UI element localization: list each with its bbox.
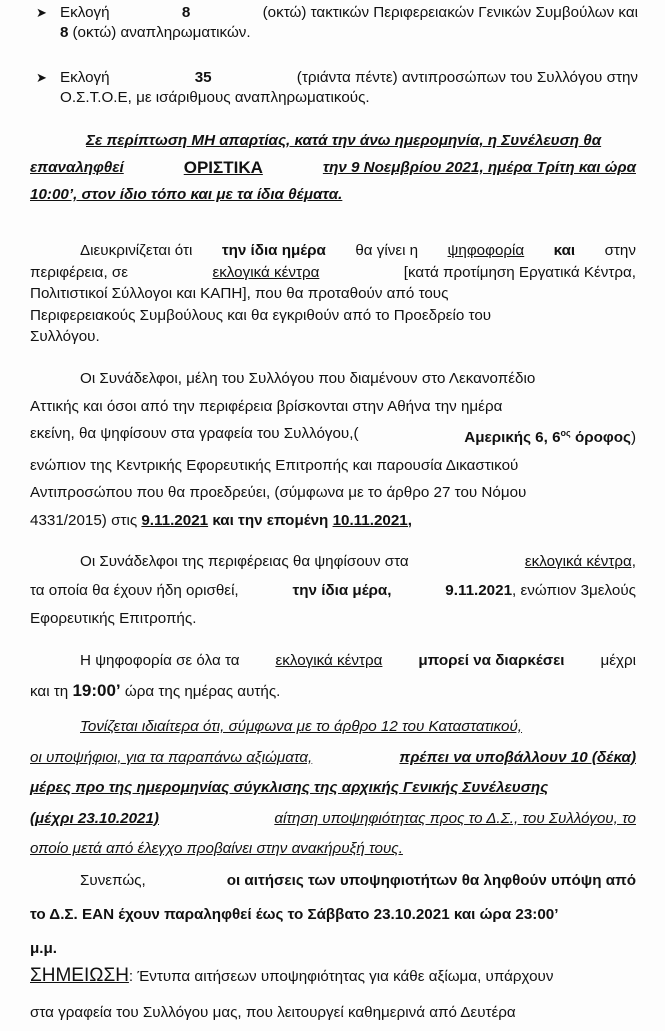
text: και την επομένη — [208, 511, 333, 529]
line — [30, 646, 636, 676]
text: 9.11.2021 — [141, 511, 209, 529]
paragraph-voting-duration — [30, 646, 636, 707]
text: Συνεπώς, — [80, 872, 146, 889]
text: την ίδια ημέρα — [221, 242, 326, 259]
line — [30, 743, 636, 774]
text: 10.11.2021, — [332, 511, 412, 529]
text: [κατά προτίμηση Εργατικά Κέντρα, — [403, 263, 636, 281]
text: ΟΡΙΣΤΙΚΑ — [183, 158, 263, 177]
paragraph-clarification — [30, 240, 636, 348]
text: επαναληφθεί — [30, 159, 124, 176]
bullet-2-line-2: Ο.Σ.Τ.Ο.Ε, με ισάριθμους αναπληρωματικούς. — [60, 89, 370, 106]
line — [30, 262, 636, 284]
text: ψηφοφορία — [447, 242, 525, 259]
text: εκείνη, θα ψηφίσουν στα γραφεία του Συλλόγου,( — [30, 425, 359, 442]
text: περιφέρεια, σε — [30, 263, 129, 281]
line: Σε περίπτωση ΜΗ απαρτίας, κατά την άνω ημερομηνία, η Συνέλευση θα — [86, 132, 602, 149]
line — [30, 676, 636, 707]
text: τα οποία θα έχουν ήδη ορισθεί, — [30, 581, 239, 599]
paragraph-repeat-notice — [30, 127, 636, 208]
bullet-1-line-2 — [60, 23, 638, 43]
text: 4331/2015) στις — [30, 511, 142, 529]
text: Η ψηφοφορία σε όλα τα — [80, 652, 240, 669]
text: θα γίνει η — [355, 242, 419, 259]
text: την ίδια μέρα, — [292, 581, 392, 599]
text: εκλογικά κέντρα, — [524, 553, 636, 570]
arrow-right-icon: ➤ — [36, 5, 47, 20]
text: ) — [630, 429, 636, 447]
line: Περιφερειακούς Συμβούλους και θα εγκριθούν από το Προεδρείο του — [30, 306, 492, 324]
line: Αντιπροσώπου που θα προεδρεύει, (σύμφωνα με το άρθρο 27 του Νόμου — [30, 484, 527, 502]
text: 8 — [60, 24, 69, 41]
line: Τονίζεται ιδιαίτερα ότι, σύμφωνα με το άρθρο 12 του Καταστατικού, — [80, 718, 523, 735]
line — [30, 577, 636, 606]
text: , ενώπιον 3μελούς — [512, 581, 636, 599]
bullet-1-line-1 — [60, 3, 638, 23]
text: στην — [604, 242, 636, 259]
text: Αμερικής 6, 6 — [464, 429, 561, 447]
paragraph-voting-regions — [30, 548, 636, 634]
line: μ.μ. — [30, 940, 58, 957]
line — [30, 240, 636, 262]
line — [30, 804, 636, 835]
line: το Δ.Σ. ΕΑΝ έχουν παραληφθεί έως το Σάββατο 23.10.2021 και ώρα 23:00’ — [30, 906, 559, 923]
text: Διευκρινίζεται ότι — [80, 242, 193, 259]
line: Αττικής και όσοι από την περιφέρεια βρίσκονται στην Αθήνα την ημέρα — [30, 397, 503, 415]
line: Συλλόγου. — [30, 328, 100, 345]
line — [30, 958, 636, 995]
text: 19:00’ — [72, 681, 121, 700]
text: μέχρι — [600, 652, 636, 669]
text: οι αιτήσεις των υποψηφιοτήτων θα ληφθούν υπόψη από — [226, 872, 636, 889]
line: 10:00’, στον ίδιο τόπο και με τα ίδια θέματα. — [30, 186, 343, 203]
line: Οι Συνάδελφοι, μέλη του Συλλόγου που διαμένουν στο Λεκανοπέδιο — [80, 370, 536, 387]
text: ώρα της ημέρας αυτής. — [120, 683, 281, 700]
line — [30, 548, 636, 577]
text: εκλογικά κέντρα — [212, 263, 320, 281]
text: όροφος — [574, 429, 631, 447]
text: και τη — [30, 683, 73, 700]
bullet-2-line-1 — [60, 68, 638, 88]
text: Οι Συνάδελφοι της περιφέρειας θα ψηφίσουν στα — [80, 553, 409, 570]
line: οποίο μετά από έλεγχο προβαίνει στην ανακήρυξή τους. — [30, 840, 403, 857]
text: (τριάντα πέντε) αντιπροσώπων του Συλλόγου στην — [296, 69, 638, 86]
text: Εκλογή — [60, 4, 110, 21]
text: αίτηση υποψηφιότητας προς το Δ.Σ., του Συλλόγου, το — [274, 809, 636, 827]
text: (οκτώ) αναπληρωματικών. — [72, 24, 251, 41]
text: την 9 Νοεμβρίου 2021, ημέρα Τρίτη και ώρα — [322, 159, 636, 176]
paragraph-candidacy-rules — [30, 712, 636, 865]
text: οι υποψήφιοι, για τα παραπάνω αξιώματα, — [30, 748, 313, 766]
text: και — [553, 242, 576, 259]
text: (οκτώ) τακτικών Περιφερειακών Γενικών Συμβούλων και — [262, 4, 638, 21]
arrow-right-icon: ➤ — [36, 70, 47, 85]
line: ενώπιον της Κεντρικής Εφορευτικής Επιτροπής και παρουσία Δικαστικού — [30, 456, 519, 474]
text: 9.11.2021 — [445, 581, 513, 599]
line — [30, 420, 636, 452]
bullet-item-1 — [36, 3, 638, 43]
line: Πολιτιστικοί Σύλλογοι και ΚΑΠΗ], που θα προταθούν από τους — [30, 285, 449, 302]
paragraph-voting-athens — [30, 365, 636, 534]
text: πρέπει να υποβάλλουν 10 (δέκα) — [399, 748, 636, 766]
note-label: ΣΗΜΕΙΩΣΗ — [30, 965, 129, 986]
text: Εκλογή — [60, 69, 110, 86]
text: 35 — [194, 69, 212, 86]
line — [30, 864, 636, 898]
line — [30, 154, 636, 181]
line: μέρες προ της ημερομηνίας σύγκλισης της αρχικής Γενικής Συνέλευσης — [30, 779, 549, 796]
text: μπορεί να διαρκέσει — [418, 652, 565, 669]
line: Εφορευτικής Επιτροπής. — [30, 610, 197, 627]
paragraph-consequently — [30, 864, 636, 966]
bullet-item-2 — [36, 68, 638, 108]
line — [30, 507, 636, 535]
line: στα γραφεία του Συλλόγου μας, που λειτουργεί καθημερινά από Δευτέρα — [30, 1004, 516, 1021]
text: ος — [560, 428, 571, 438]
text: εκλογικά κέντρα — [275, 652, 383, 669]
text: : Έντυπα αιτήσεων υποψηφιότητας για κάθε αξίωμα, υπάρχουν — [128, 968, 554, 985]
text: 8 — [181, 4, 191, 21]
text: (μέχρι 23.10.2021) — [30, 809, 159, 827]
paragraph-note — [30, 958, 636, 1031]
